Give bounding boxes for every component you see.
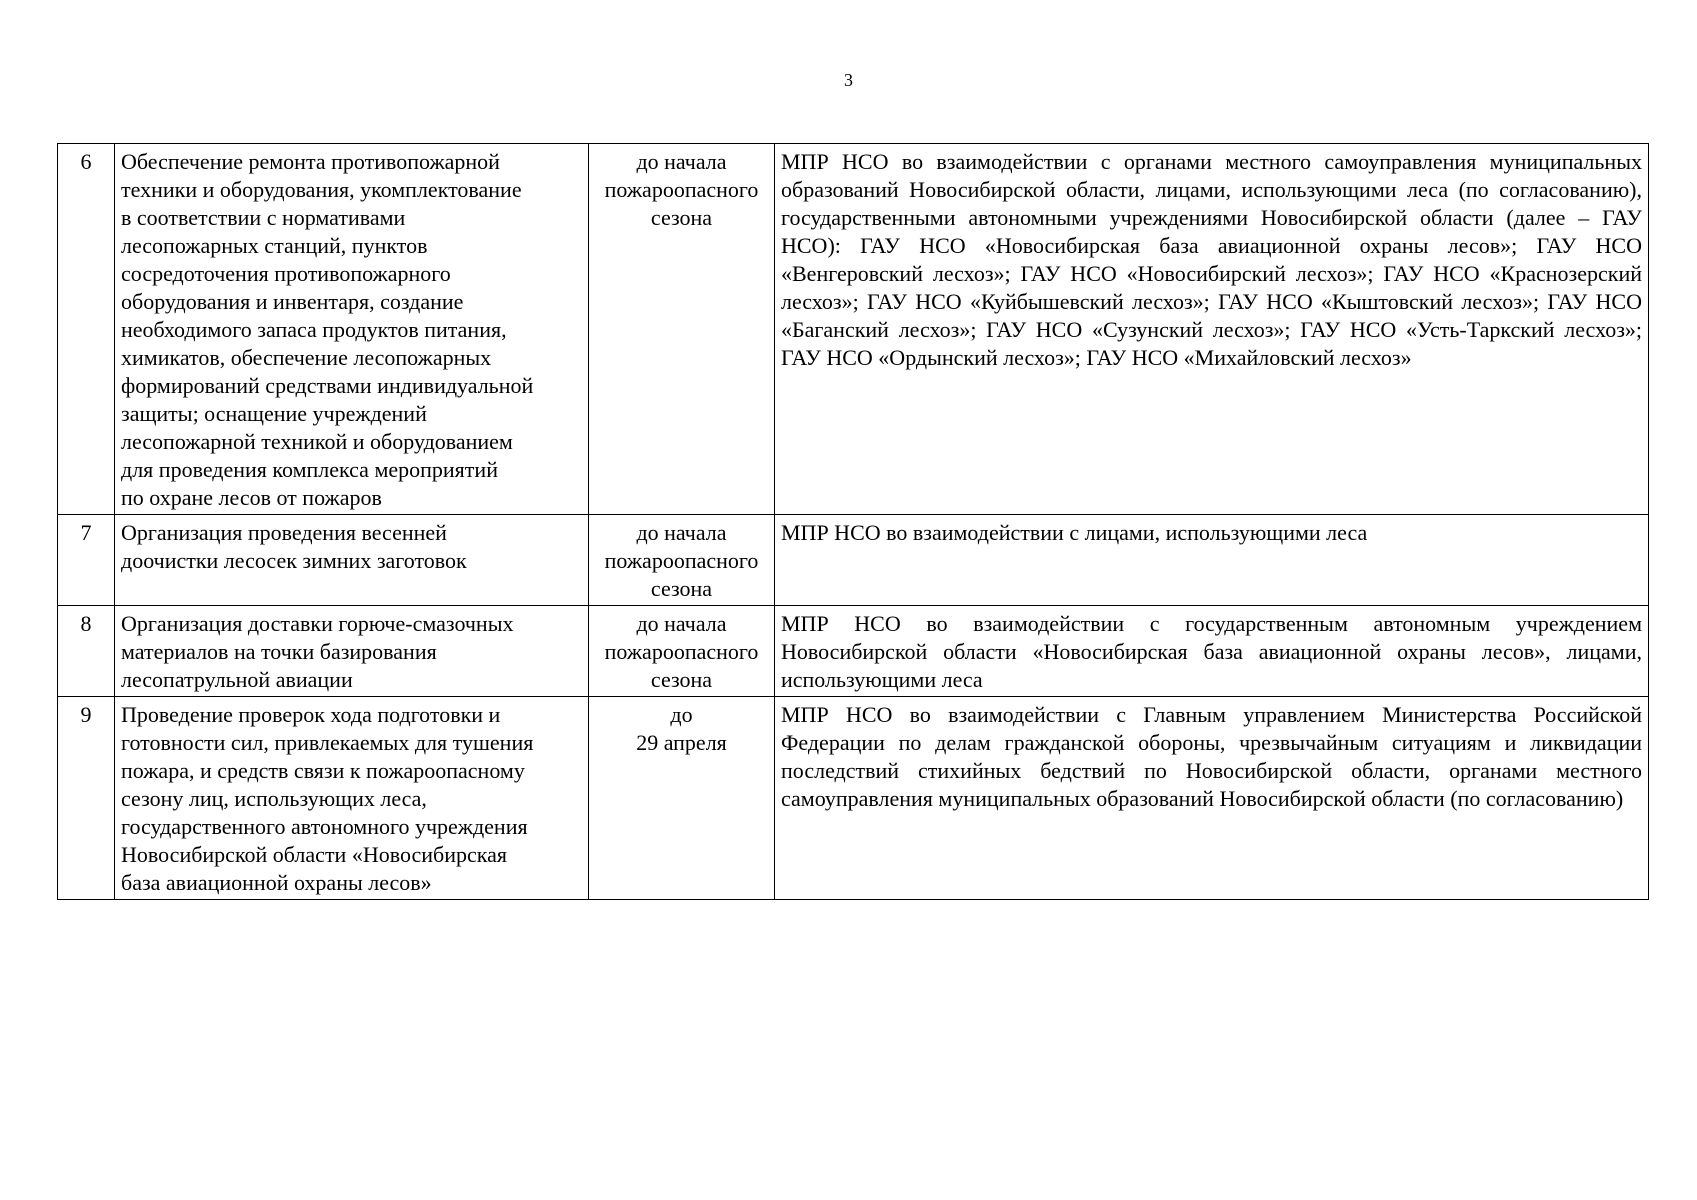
term-line: пожароопасного: [604, 177, 759, 202]
row-number: 6: [58, 144, 115, 515]
action-line: Обеспечение ремонта противопожарной: [121, 149, 500, 174]
responsible-cell: МПР НСО во взаимодействии с лицами, использующими леса: [775, 515, 1649, 606]
action-line: в соответствии с нормативами: [121, 205, 406, 230]
action-line: Проведение проверок хода подготовки и: [121, 702, 501, 727]
term-line: до начала: [636, 149, 727, 174]
action-cell: [115, 606, 589, 697]
action-line: необходимого запаса продуктов питания,: [121, 317, 507, 342]
term-cell: [589, 515, 775, 606]
term-line: сезона: [650, 667, 713, 692]
action-line: оборудования и инвентаря, создание: [121, 289, 464, 314]
action-cell: [115, 515, 589, 606]
action-cell: [115, 697, 589, 900]
page-number: 3: [844, 70, 853, 90]
action-line: сосредоточения противопожарного: [121, 261, 451, 286]
action-line: техники и оборудования, укомплектование: [121, 177, 522, 202]
row-number: 8: [58, 606, 115, 697]
action-line: база авиационной охраны лесов»: [121, 870, 432, 895]
action-line: доочистки лесосек зимних заготовок: [121, 548, 467, 573]
term-line: сезона: [650, 576, 713, 601]
action-line: формирований средствами индивидуальной: [121, 373, 534, 398]
table-row: [58, 697, 1649, 900]
action-line: Новосибирской области «Новосибирская: [121, 842, 508, 867]
action-line: лесопожарных станций, пунктов: [121, 233, 428, 258]
term-line: до начала: [636, 520, 727, 545]
responsible-cell: МПР НСО во взаимодействии с Главным управлением Министерства Российской Федерации по делам гражданской обороны, чрезвычайным ситуациям и ликвидации последствий стихийных бедствий по Новосибирской области, органами местного самоуправления муниципальных образований Новосибирской области (по согласованию): [775, 697, 1649, 900]
term-line: 29 апреля: [636, 730, 727, 755]
term-line: пожароопасного: [604, 548, 759, 573]
row-number: 9: [58, 697, 115, 900]
responsible-cell: МПР НСО во взаимодействии с органами местного самоуправления муниципальных образований Новосибирской области, лицами, использующими леса (по согласованию), государственными автономными учреждениями Новосибирской области (далее – ГАУ НСО): ГАУ НСО «Новосибирская база авиационной охраны лесов»; ГАУ НСО «Венгеровский лесхоз»; ГАУ НСО «Новосибирский лесхоз»; ГАУ НСО «Краснозерский лесхоз»; ГАУ НСО «Куйбышевский лесхоз»; ГАУ НСО «Кыштовский лесхоз»; ГАУ НСО «Баганский лесхоз»; ГАУ НСО «Сузунский лесхоз»; ГАУ НСО «Усть-Таркский лесхоз»; ГАУ НСО «Ордынский лесхоз»; ГАУ НСО «Михайловский лесхоз»: [775, 144, 1649, 515]
table-row: [58, 606, 1649, 697]
action-line: по охране лесов от пожаров: [121, 485, 382, 510]
action-line: Организация доставки горюче-смазочных: [121, 611, 514, 636]
term-cell: [589, 606, 775, 697]
responsible-cell: МПР НСО во взаимодействии с государственным автономным учреждением Новосибирской области «Новосибирская база авиационной охраны лесов», лицами, использующими леса: [775, 606, 1649, 697]
term-line: сезона: [650, 205, 713, 230]
table-row: [58, 144, 1649, 515]
term-cell: [589, 144, 775, 515]
term-line: пожароопасного: [604, 639, 759, 664]
row-number: 7: [58, 515, 115, 606]
term-cell: [589, 697, 775, 900]
action-cell: [115, 144, 589, 515]
measures-table: [57, 143, 1649, 900]
action-line: государственного автономного учреждения: [121, 814, 528, 839]
table-row: [58, 515, 1649, 606]
action-line: пожара, и средств связи к пожароопасному: [121, 758, 525, 783]
action-line: химикатов, обеспечение лесопожарных: [121, 345, 492, 370]
action-line: лесопожарной техникой и оборудованием: [121, 429, 513, 454]
action-line: сезону лиц, использующих леса,: [121, 786, 427, 811]
action-line: Организация проведения весенней: [121, 520, 447, 545]
term-line: до: [670, 702, 693, 727]
term-line: до начала: [636, 611, 727, 636]
action-line: готовности сил, привлекаемых для тушения: [121, 730, 534, 755]
action-line: материалов на точки базирования: [121, 639, 437, 664]
action-line: лесопатрульной авиации: [121, 667, 353, 692]
action-line: для проведения комплекса мероприятий: [121, 457, 498, 482]
action-line: защиты; оснащение учреждений: [121, 401, 427, 426]
